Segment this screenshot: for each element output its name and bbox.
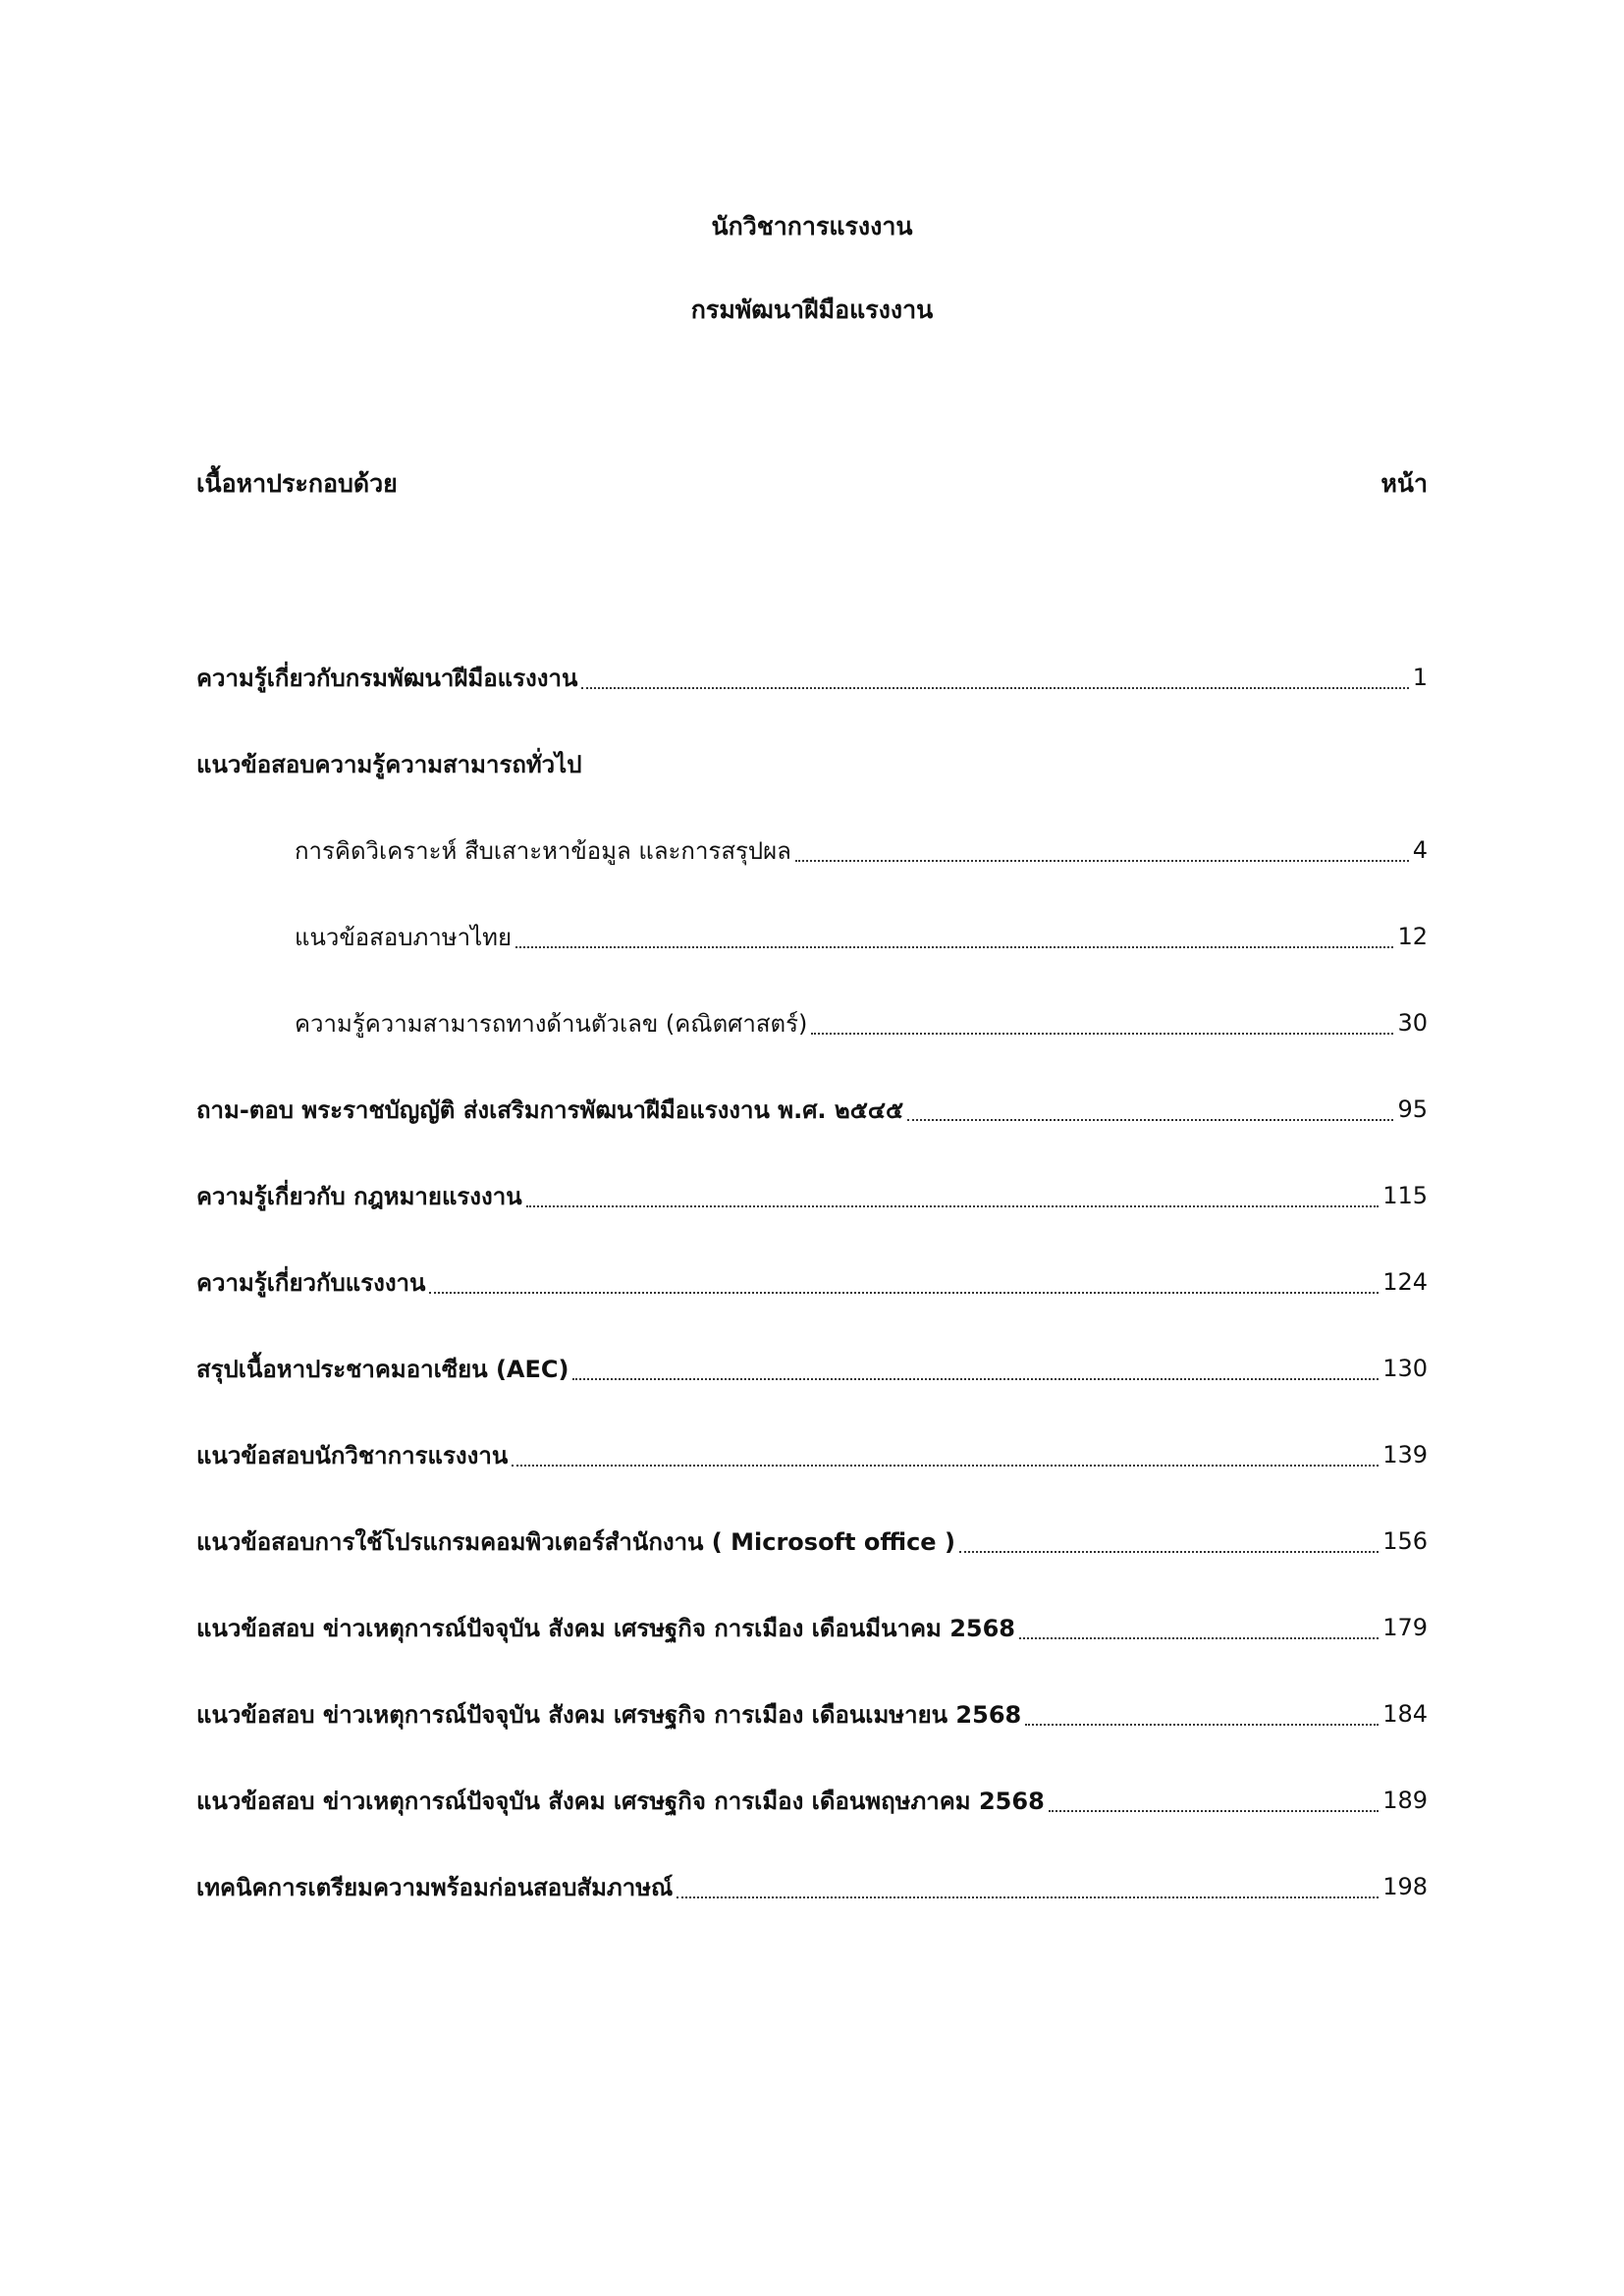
toc-entry-page-number: 184 <box>1382 1700 1428 1728</box>
toc-dot-leader <box>515 946 1393 948</box>
toc-entry <box>196 1239 1428 1325</box>
toc-entry <box>196 1152 1428 1239</box>
toc-dot-leader <box>1049 1810 1379 1812</box>
contents-heading: เนื้อหาประกอบด้วย <box>196 469 398 498</box>
toc-entry-page-number: 115 <box>1382 1182 1428 1209</box>
toc-entry-label: ความรู้เกี่ยวกับ กฎหมายแรงงาน <box>196 1182 522 1210</box>
toc-entry <box>196 1757 1428 1843</box>
toc-dot-leader <box>572 1378 1379 1380</box>
toc-entry-page-number: 30 <box>1397 1009 1428 1037</box>
toc-entry-page-number: 139 <box>1382 1441 1428 1468</box>
toc-dot-leader <box>811 1033 1393 1035</box>
document-title-line2: กรมพัฒนาฝีมือแรงงาน <box>690 295 934 324</box>
toc-entry-page-number: 179 <box>1382 1614 1428 1641</box>
toc-dot-leader <box>795 860 1409 862</box>
toc-entry <box>196 1671 1428 1757</box>
toc-entry <box>196 1412 1428 1498</box>
toc-dot-leader <box>1019 1637 1379 1639</box>
toc-entry-label: แนวข้อสอบ ข่าวเหตุการณ์ปัจจุบัน สังคม เศรษฐกิจ การเมือง เดือนพฤษภาคม 2568 <box>196 1787 1045 1815</box>
toc-entry-page-number: 130 <box>1382 1355 1428 1382</box>
toc-entry <box>196 1066 1428 1152</box>
toc-entry <box>196 634 1428 721</box>
toc-entry <box>196 1325 1428 1412</box>
toc-entry-label: ความรู้ความสามารถทางด้านตัวเลข (คณิตศาสตร์) <box>295 1009 808 1038</box>
toc-entry <box>196 807 1428 893</box>
toc-entry-label: เทคนิคการเตรียมความพร้อมก่อนสอบสัมภาษณ์ <box>196 1873 674 1901</box>
toc-entry-page-number: 124 <box>1382 1268 1428 1296</box>
toc-entry-label: การคิดวิเคราะห์ สืบเสาะหาข้อมูล และการสรุปผล <box>295 836 791 865</box>
toc-dot-leader <box>581 687 1408 689</box>
toc-dot-leader <box>907 1119 1393 1121</box>
toc-entry-page-number: 4 <box>1412 836 1428 864</box>
toc-entry-label: แนวข้อสอบ ข่าวเหตุการณ์ปัจจุบัน สังคม เศรษฐกิจ การเมือง เดือนเมษายน 2568 <box>196 1700 1022 1729</box>
page-column-heading: หน้า <box>1380 469 1428 498</box>
toc-entry <box>196 721 1428 807</box>
toc-entry-page-number: 95 <box>1397 1095 1428 1123</box>
toc-dot-leader <box>429 1292 1379 1294</box>
toc-dot-leader <box>1025 1724 1379 1726</box>
toc-entry-page-number: 156 <box>1382 1527 1428 1555</box>
toc-entry <box>196 1843 1428 1930</box>
toc-entry-label: สรุปเนื้อหาประชาคมอาเซียน (AEC) <box>196 1355 569 1383</box>
toc-entry <box>196 1498 1428 1584</box>
toc-dot-leader <box>526 1205 1380 1207</box>
toc-entry-label: แนวข้อสอบ ข่าวเหตุการณ์ปัจจุบัน สังคม เศรษฐกิจ การเมือง เดือนมีนาคม 2568 <box>196 1614 1015 1642</box>
document-title-line1: นักวิชาการแรงงาน <box>711 212 913 240</box>
toc-entry-page-number: 12 <box>1397 923 1428 950</box>
toc-entry <box>196 1584 1428 1671</box>
toc-entry <box>196 893 1428 980</box>
toc-entry-label: แนวข้อสอบภาษาไทย <box>295 923 513 951</box>
toc-entry-label: แนวข้อสอบความรู้ความสามารถทั่วไป <box>196 750 582 778</box>
toc-entry-label: ถาม-ตอบ พระราชบัญญัติ ส่งเสริมการพัฒนาฝีมือแรงงาน พ.ศ. ๒๕๔๕ <box>196 1095 904 1124</box>
toc-dot-leader <box>677 1896 1379 1898</box>
toc-dot-leader <box>959 1551 1379 1553</box>
toc-header <box>196 465 1428 503</box>
toc-entry-label: แนวข้อสอบนักวิชาการแรงงาน <box>196 1441 509 1469</box>
table-of-contents <box>196 634 1428 1930</box>
toc-dot-leader <box>512 1465 1379 1467</box>
toc-entry-label: แนวข้อสอบการใช้โปรแกรมคอมพิวเตอร์สำนักงาน ( Microsoft office ) <box>196 1527 955 1556</box>
toc-entry-label: ความรู้เกี่ยวกับแรงงาน <box>196 1268 426 1297</box>
toc-entry <box>196 980 1428 1066</box>
toc-entry-label: ความรู้เกี่ยวกับกรมพัฒนาฝีมือแรงงาน <box>196 664 578 692</box>
toc-entry-page-number: 198 <box>1382 1873 1428 1900</box>
toc-entry-page-number: 1 <box>1412 664 1428 691</box>
toc-entry-page-number: 189 <box>1382 1787 1428 1814</box>
